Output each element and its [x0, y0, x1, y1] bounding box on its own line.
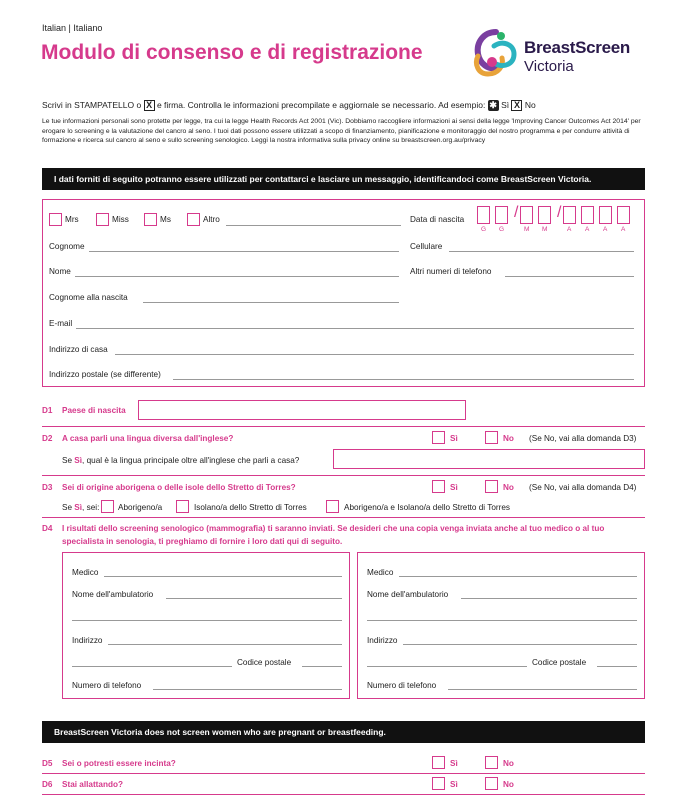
doctor-label: Medico [367, 568, 394, 577]
phone-label: Numero di telefono [72, 681, 142, 690]
divider [42, 426, 645, 427]
clinic-label: Nome dell'ambulatorio [72, 590, 154, 599]
d5-yes-label: Sì [450, 759, 458, 768]
divider [42, 517, 645, 518]
dob-letter: G [481, 226, 487, 233]
doctor-box-1 [62, 552, 350, 699]
title-mrs-label: Mrs [65, 215, 79, 224]
q-d6-number: D6 [42, 780, 53, 789]
title-other-checkbox[interactable] [187, 213, 200, 226]
title-miss-label: Miss [112, 215, 129, 224]
home-language-input[interactable] [333, 449, 645, 469]
mobile-input[interactable] [449, 251, 634, 252]
address-label: Indirizzo [72, 636, 103, 645]
d2-skip-note: (Se No, vai alla domanda D3) [529, 434, 637, 443]
title-miss-checkbox[interactable] [96, 213, 109, 226]
q-d2-text: A casa parli una lingua diversa dall'inglese? [62, 434, 234, 443]
dob-digit-box[interactable] [563, 206, 576, 224]
q-d4-line1: I risultati dello screening senologico (mammografia) ti saranno inviati. Se desideri che una copia venga inviata anche al tuo medico o al tuo [62, 524, 605, 533]
name-input[interactable] [75, 276, 399, 277]
title-ms-label: Ms [160, 215, 171, 224]
instructions-text-b: e firma. Controlla le informazioni precompilate e aggiornale se necessario. Ad esempio: [156, 100, 486, 110]
q-d2-number: D2 [42, 434, 53, 443]
address-input-line2[interactable] [72, 666, 232, 667]
birth-country-input[interactable] [138, 400, 466, 420]
q-d1-text: Paese di nascita [62, 406, 126, 415]
postcode-label: Codice postale [237, 658, 292, 667]
personal-details-section [42, 199, 645, 387]
postcode-input[interactable] [597, 666, 637, 667]
q-d4-number: D4 [42, 524, 53, 533]
dob-digit-box[interactable] [538, 206, 551, 224]
clinic-label: Nome dell'ambulatorio [367, 590, 449, 599]
title-ms-checkbox[interactable] [144, 213, 157, 226]
q-d5-number: D5 [42, 759, 53, 768]
both-label: Aborigeno/a e Isolano/a dello Stretto di Torres [344, 503, 510, 512]
d3-follow-b: , sei: [82, 503, 100, 512]
divider [42, 773, 645, 774]
d2-yes-checkbox[interactable] [432, 431, 445, 444]
example-yes: Sì [501, 100, 510, 110]
surname-label: Cognome [49, 242, 85, 251]
d3-skip-note: (Se No, vai alla domanda D4) [529, 483, 637, 492]
instructions [42, 100, 536, 111]
d6-no-checkbox[interactable] [485, 777, 498, 790]
surname-input[interactable] [89, 251, 399, 252]
d2-follow-si: Sì [74, 456, 83, 465]
dob-digit-box[interactable] [495, 206, 508, 224]
clinic-input[interactable] [166, 598, 342, 599]
instructions-text-a: Scrivi in STAMPATELLO o [42, 100, 142, 110]
postal-address-input[interactable] [173, 379, 634, 380]
d2-no-checkbox[interactable] [485, 431, 498, 444]
divider [42, 475, 645, 476]
d5-no-label: No [503, 759, 514, 768]
email-label: E-mail [49, 319, 73, 328]
pregnancy-notice-bar: BreastScreen Victoria does not screen women who are pregnant or breastfeeding. [42, 721, 645, 743]
other-phones-label: Altri numeri di telefono [410, 267, 492, 276]
q-d5-text: Sei o potresti essere incinta? [62, 759, 176, 768]
q-d3-number: D3 [42, 483, 53, 492]
filled-example-icon: ✱ [489, 100, 497, 111]
q-d3-text: Sei di origine aborigena o delle isole dello Stretto di Torres? [62, 483, 296, 492]
postcode-label: Codice postale [532, 658, 587, 667]
dob-letter: A [585, 226, 590, 233]
birth-surname-input[interactable] [143, 302, 399, 303]
address-input[interactable] [403, 644, 637, 645]
logo-text-breastscreen: BreastScreen [524, 38, 631, 57]
dob-letter: M [542, 226, 548, 233]
d6-yes-checkbox[interactable] [432, 777, 445, 790]
d3-yes-label: Sì [450, 483, 458, 492]
d3-yes-checkbox[interactable] [432, 480, 445, 493]
d2-follow-b: , qual è la lingua principale oltre all'inglese che parli a casa? [82, 456, 300, 465]
dob-digit-box[interactable] [477, 206, 490, 224]
dob-slash: / [557, 204, 562, 221]
other-phones-input[interactable] [505, 276, 634, 277]
home-address-label: Indirizzo di casa [49, 345, 108, 354]
example-no: No [524, 100, 536, 110]
q-d6-text: Stai allattando? [62, 780, 123, 789]
d3-follow-si: Sì [74, 503, 83, 512]
address-label: Indirizzo [367, 636, 398, 645]
title-other-label: Altro [203, 215, 220, 224]
doctor-box-2 [357, 552, 645, 699]
dob-letter: A [567, 226, 572, 233]
clinic-input[interactable] [461, 598, 637, 599]
phone-input[interactable] [448, 689, 637, 690]
doctor-label: Medico [72, 568, 99, 577]
d3-follow-a: Se [62, 503, 73, 512]
dob-letter: M [524, 226, 530, 233]
dob-digit-box[interactable] [617, 206, 630, 224]
breastscreen-logo [468, 26, 648, 80]
d2-no-label: No [503, 434, 514, 443]
language-label: Italian | Italiano [42, 23, 103, 33]
aboriginal-checkbox[interactable] [101, 500, 114, 513]
x-mark-example: X [144, 100, 155, 111]
doctor-input[interactable] [104, 576, 342, 577]
title-other-input[interactable] [226, 225, 401, 226]
postcode-input[interactable] [302, 666, 342, 667]
q-d4-line2: specialista in senologia, ti preghiamo di fornire i loro dati qui di seguito. [62, 537, 343, 546]
dob-letter: G [499, 226, 505, 233]
dob-digit-box[interactable] [599, 206, 612, 224]
home-address-input[interactable] [115, 354, 634, 355]
d2-yes-label: Sì [450, 434, 458, 443]
page-title: Modulo di consenso e di registrazione [41, 41, 423, 64]
d6-yes-label: Sì [450, 780, 458, 789]
d3-follow-up [62, 503, 99, 512]
title-mrs-checkbox[interactable] [49, 213, 62, 226]
aboriginal-label: Aborigeno/a [118, 503, 163, 512]
q-d1-number: D1 [42, 406, 53, 415]
d5-no-checkbox[interactable] [485, 756, 498, 769]
contact-notice-bar: I dati forniti di seguito potranno essere utilizzati per contattarci e lasciare un messaggio, identificandoci come BreastScreen Victoria. [42, 168, 645, 190]
clinic-input-line2[interactable] [72, 620, 342, 621]
privacy-notice: Le tue informazioni personali sono protette per legge, tra cui la legge Health Records Act 2001 (Vic). Dobbiamo raccogliere informazioni ai sensi della legge 'Improving Cancer Outcomes Act 2014' per erogare lo screening e la valutazione del cancro al seno. I tuoi dati possono essere utilizzati a scopo di finanziamento, pianificazione e monitoraggio del nostro programma e per condurre attività di formazione e ricerca sul cancro al seno e sullo screening senologico. Leggi la nostra informativa sulla privacy online su breastscreen.org.au/privacy [42, 118, 641, 145]
address-input-line2[interactable] [367, 666, 527, 667]
phone-label: Numero di telefono [367, 681, 437, 690]
d2-follow-up [62, 456, 299, 465]
d3-no-label: No [503, 483, 514, 492]
logo-text-victoria: Victoria [524, 58, 574, 75]
d5-yes-checkbox[interactable] [432, 756, 445, 769]
postal-address-label: Indirizzo postale (se differente) [49, 370, 161, 379]
dob-letter: A [621, 226, 626, 233]
dob-digit-box[interactable] [520, 206, 533, 224]
dob-digit-box[interactable] [581, 206, 594, 224]
d3-no-checkbox[interactable] [485, 480, 498, 493]
x-mark-example-no: X [511, 100, 522, 111]
divider [42, 794, 645, 795]
dob-letter: A [603, 226, 608, 233]
torres-strait-checkbox[interactable] [176, 500, 189, 513]
dob-slash: / [514, 204, 519, 221]
d6-no-label: No [503, 780, 514, 789]
torres-strait-label: Isolano/a dello Stretto di Torres [194, 503, 307, 512]
address-input[interactable] [108, 644, 342, 645]
birth-surname-label: Cognome alla nascita [49, 293, 128, 302]
doctor-input[interactable] [399, 576, 637, 577]
both-checkbox[interactable] [326, 500, 339, 513]
clinic-input-line2[interactable] [367, 620, 637, 621]
logo-mark-icon [468, 26, 524, 80]
d2-follow-a: Se [62, 456, 73, 465]
name-label: Nome [49, 267, 71, 276]
dob-label: Data di nascita [410, 215, 465, 224]
mobile-label: Cellulare [410, 242, 443, 251]
email-input[interactable] [76, 328, 634, 329]
phone-input[interactable] [153, 689, 342, 690]
